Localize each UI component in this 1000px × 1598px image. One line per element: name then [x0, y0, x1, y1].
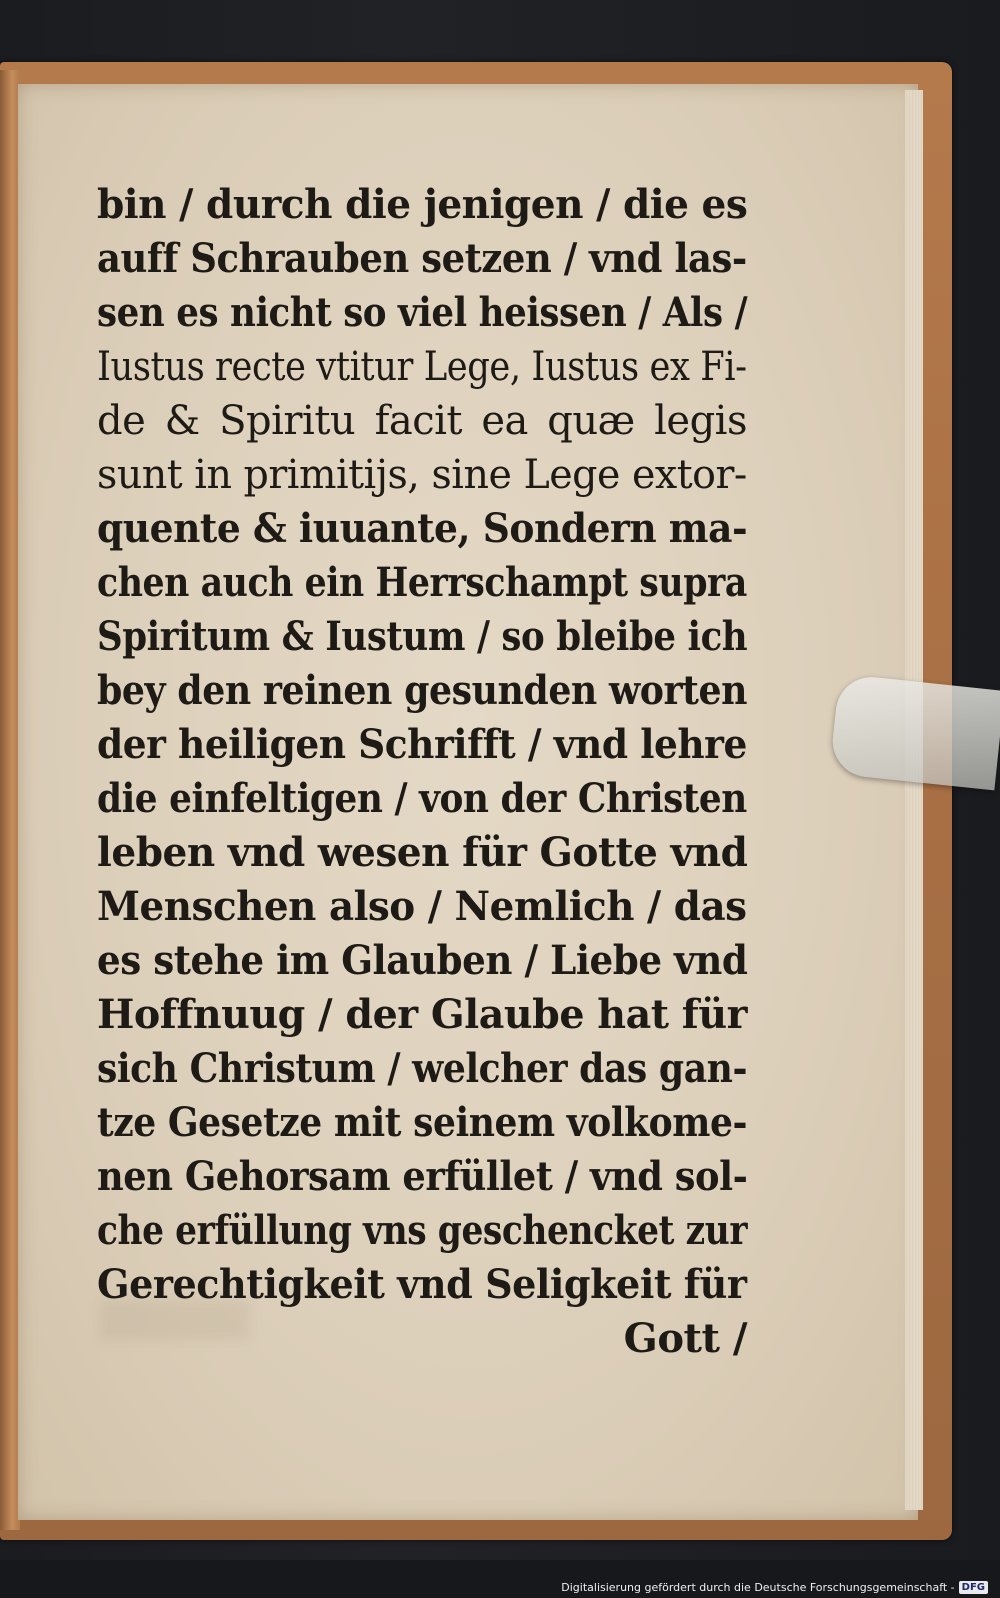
- page-edges: [905, 90, 923, 1510]
- text-line: tze Gesetze mit seinem volkome-: [97, 1099, 747, 1146]
- text-line: bey den reinen gesunden worten: [97, 667, 747, 714]
- text-line: auff Schrauben setzen / vnd las-: [97, 235, 747, 282]
- text-line: sunt in primitijs, sine Lege extor-: [97, 452, 747, 498]
- text-line: der heiligen Schrifft / vnd lehre: [97, 721, 747, 768]
- text-line: Hoffnuug / der Glaube hat für: [97, 991, 747, 1038]
- catchword: Gott /: [623, 1315, 747, 1362]
- text-line: che erfüllung vns geschencket zur: [97, 1207, 748, 1254]
- page-clip-tab: [829, 674, 1000, 791]
- text-line: Gerechtigkeit vnd Seligkeit für: [97, 1261, 747, 1308]
- text-line: bin / durch die jenigen / die es: [97, 181, 748, 228]
- text-line: die einfeltigen / von der Christen: [97, 775, 747, 822]
- text-line: nen Gehorsam erfüllet / vnd sol-: [97, 1153, 748, 1200]
- book-spine: [0, 70, 20, 1530]
- page-text: [97, 178, 747, 1366]
- dfg-logo: DFG: [959, 1581, 988, 1594]
- text-line: quente & iuuante, Sondern ma-: [97, 505, 748, 552]
- text-line: de & Spiritu facit ea quæ legis: [97, 398, 747, 444]
- text-line: Menschen also / Nemlich / das: [97, 883, 747, 930]
- text-line: leben vnd wesen für Gotte vnd: [97, 829, 748, 876]
- text-line: sich Christum / welcher das gan-: [97, 1045, 747, 1092]
- text-line: Iustus recte vtitur Lege, Iustus ex Fi-: [97, 344, 747, 390]
- text-line: Spiritum & Iustum / so bleibe ich: [97, 613, 748, 660]
- text-line: chen auch ein Herrschampt supra: [97, 559, 747, 606]
- digitization-footer: [561, 1581, 988, 1594]
- footer-text: Digitalisierung gefördert durch die Deutsche Forschungsgemeinschaft -: [561, 1581, 955, 1594]
- text-line: es stehe im Glauben / Liebe vnd: [97, 937, 748, 984]
- text-line: sen es nicht so viel heissen / Als /: [97, 289, 748, 336]
